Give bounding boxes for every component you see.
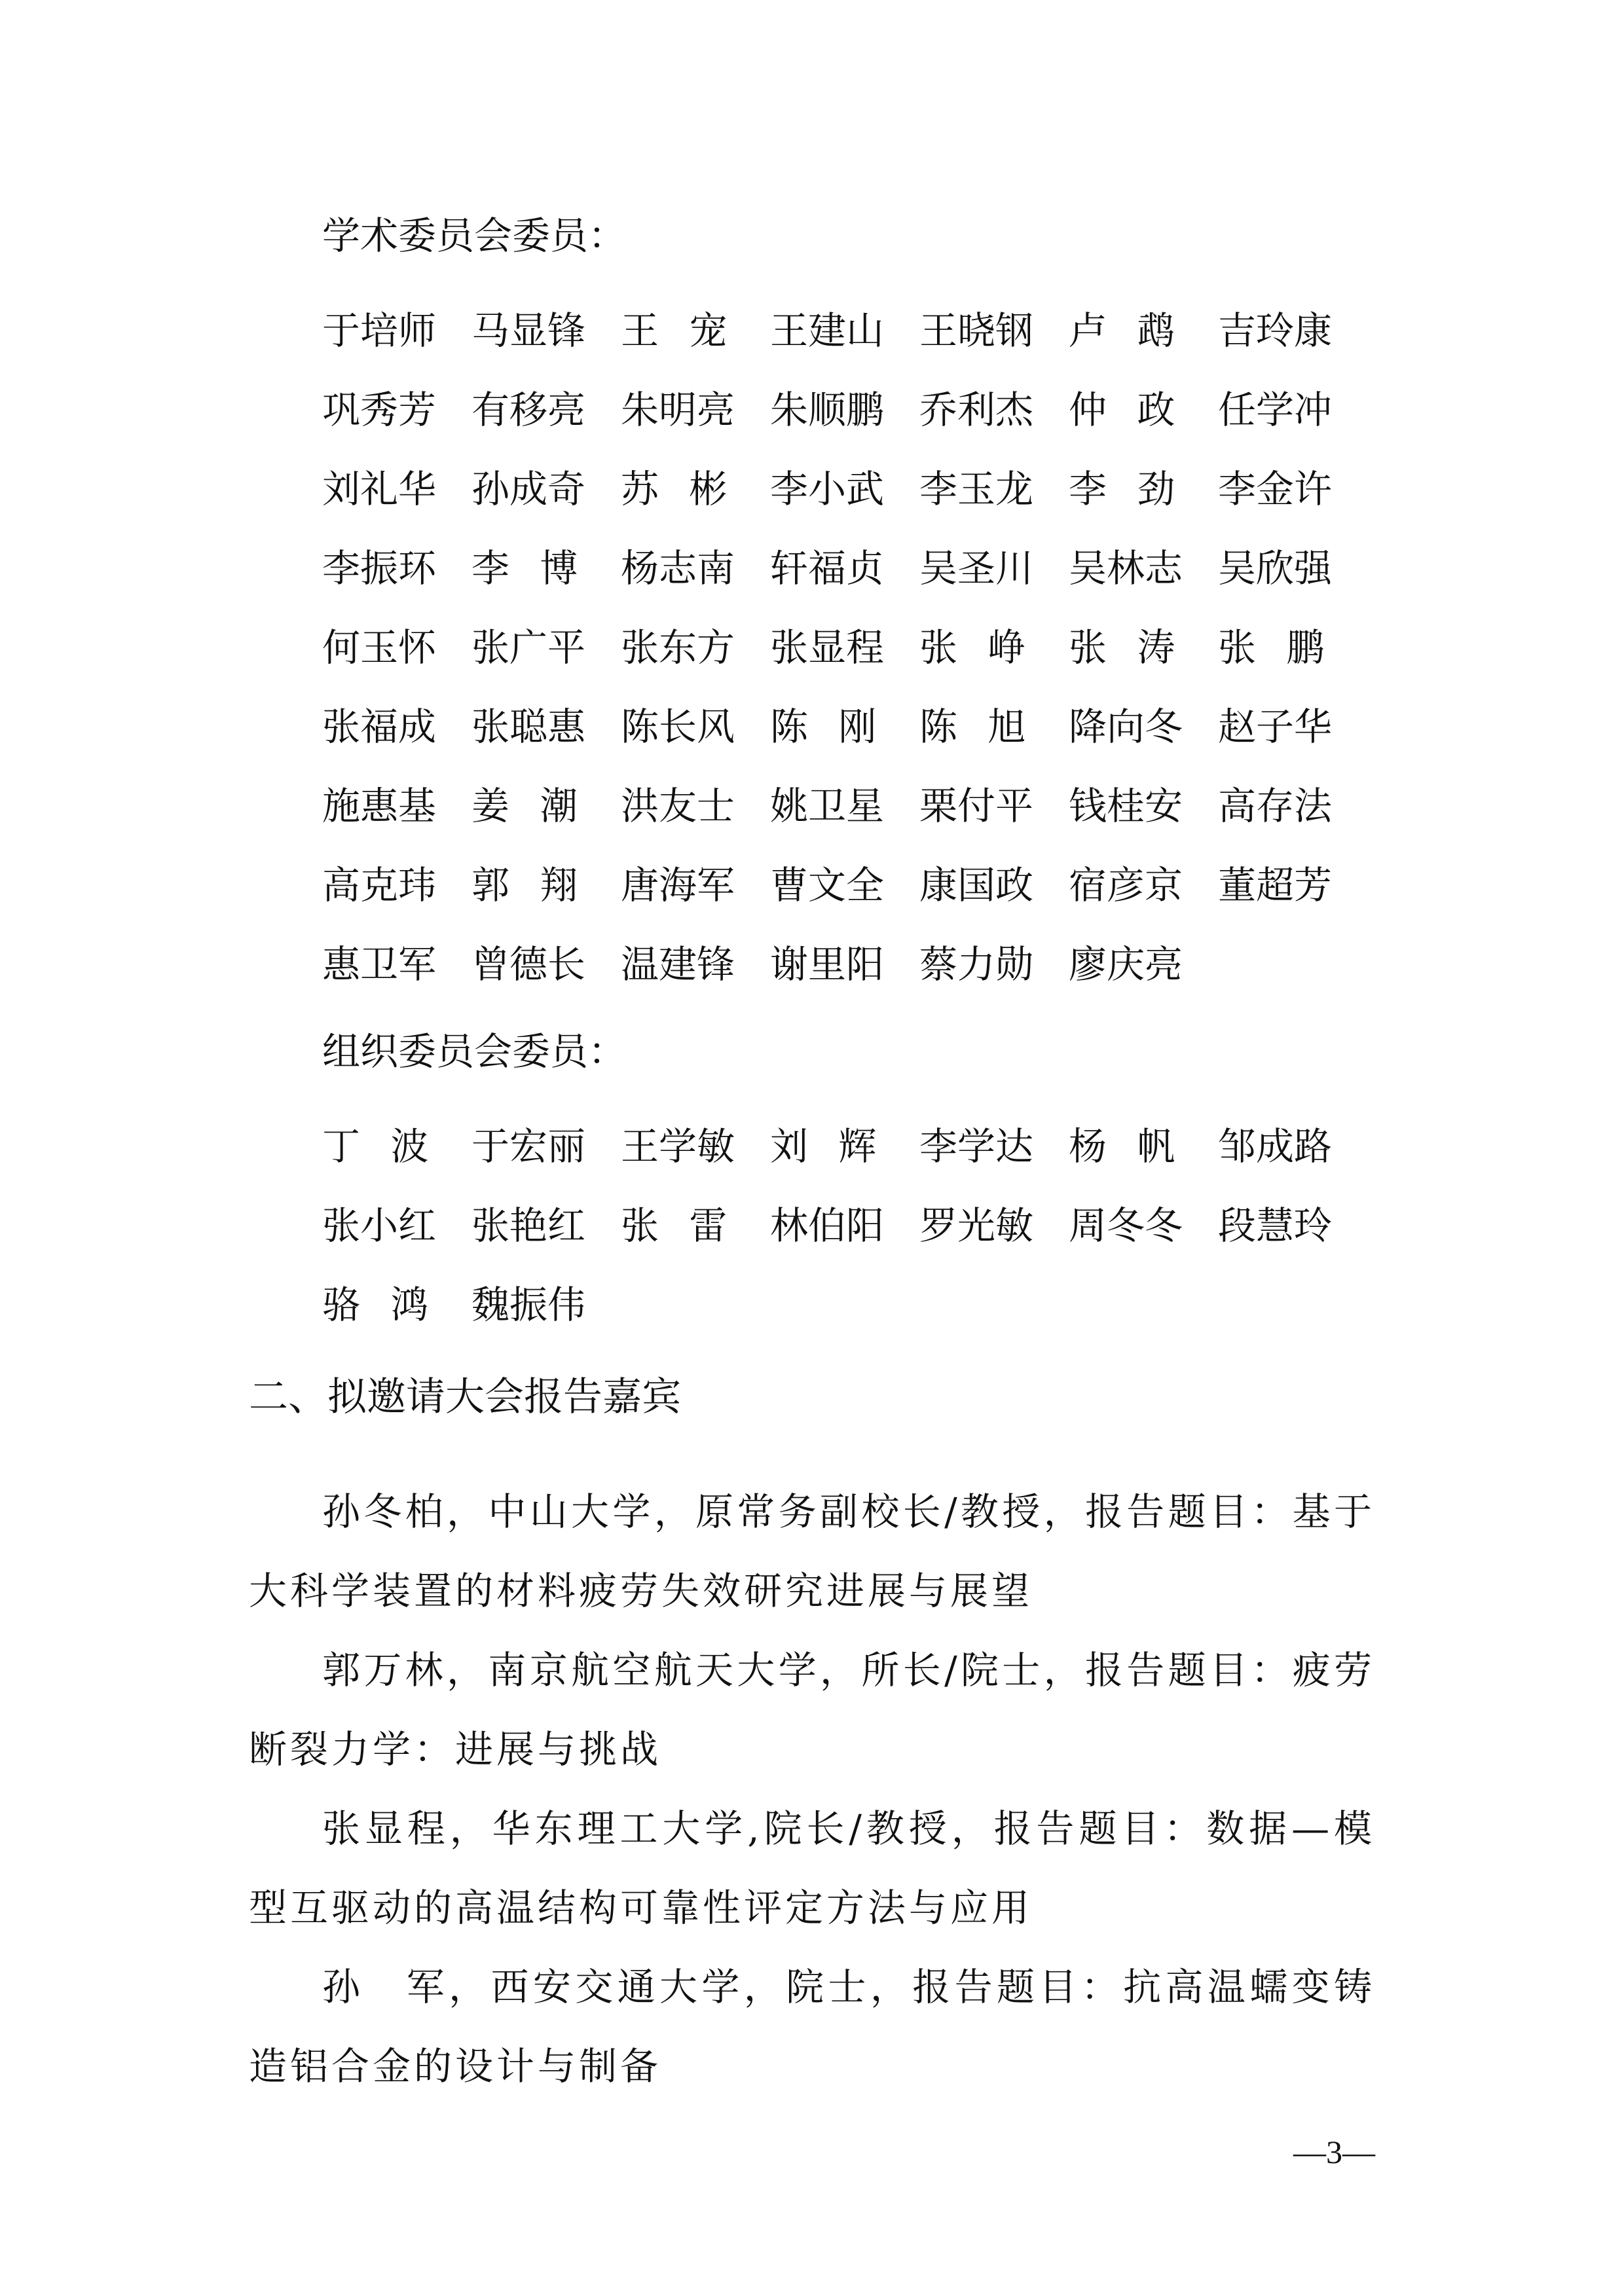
academic-committee-member: 马显锋 xyxy=(471,308,586,353)
academic-committee-members xyxy=(322,291,1367,1004)
academic-committee-member: 吉玲康 xyxy=(1218,308,1333,353)
academic-committee-member: 蔡力勋 xyxy=(919,941,1034,987)
academic-committee-member: 朱明亮 xyxy=(621,387,735,432)
academic-committee-member: 李金许 xyxy=(1218,466,1333,511)
academic-committee-member: 李玉龙 xyxy=(919,466,1034,511)
organizing-committee-member: 张 雷 xyxy=(621,1203,728,1248)
academic-committee-member: 廖庆亮 xyxy=(1069,941,1183,987)
academic-committee-member: 张 涛 xyxy=(1069,625,1175,670)
academic-committee-member: 宿彦京 xyxy=(1069,862,1183,907)
academic-committee-member: 栗付平 xyxy=(919,783,1034,828)
academic-committee-member: 董超芳 xyxy=(1218,862,1333,907)
academic-committee-member: 吴欣强 xyxy=(1218,545,1333,591)
academic-committee-member: 吴林志 xyxy=(1069,545,1183,591)
page-number: —3— xyxy=(1293,2134,1375,2170)
academic-committee-row xyxy=(322,608,1367,687)
academic-committee-member: 苏 彬 xyxy=(621,466,728,511)
academic-committee-member: 洪友士 xyxy=(621,783,735,828)
academic-committee-row xyxy=(322,291,1367,370)
academic-committee-member: 杨志南 xyxy=(621,545,735,591)
academic-committee-member: 王 宠 xyxy=(621,308,728,353)
organizing-committee-member: 李学达 xyxy=(919,1123,1034,1169)
academic-committee-member: 谢里阳 xyxy=(770,941,885,987)
academic-committee-row xyxy=(322,449,1367,528)
academic-committee-member: 赵子华 xyxy=(1218,704,1333,749)
organizing-committee-member: 张艳红 xyxy=(471,1203,586,1248)
speaker-entry: 孙 军，西安交通大学，院士，报告题目：抗高温蠕变铸造铝合金的设计与制备 xyxy=(249,1965,1375,2088)
organizing-committee-member: 罗光敏 xyxy=(919,1203,1034,1248)
invited-speakers-heading: 二、拟邀请大会报告嘉宾 xyxy=(249,1374,681,1420)
academic-committee-member: 张福成 xyxy=(322,704,437,749)
academic-committee-member: 王晓钢 xyxy=(919,308,1034,353)
speaker-entry: 孙冬柏，中山大学，原常务副校长/教授，报告题目：基于大科学装置的材料疲劳失效研究进展与展望 xyxy=(249,1489,1375,1613)
academic-committee-member: 任学冲 xyxy=(1218,387,1333,432)
academic-committee-member: 仲 政 xyxy=(1069,387,1175,432)
speaker-entry: 郭万林，南京航空航天大学，所长/院士，报告题目：疲劳断裂力学：进展与挑战 xyxy=(249,1648,1375,1772)
academic-committee-member: 孙成奇 xyxy=(471,466,586,511)
academic-committee-member: 有移亮 xyxy=(471,387,586,432)
organizing-committee-member: 于宏丽 xyxy=(471,1123,586,1169)
academic-committee-member: 轩福贞 xyxy=(770,545,885,591)
academic-committee-member: 巩秀芳 xyxy=(322,387,437,432)
organizing-committee-member: 段慧玲 xyxy=(1218,1203,1333,1248)
academic-committee-member: 高存法 xyxy=(1218,783,1333,828)
organizing-committee-row xyxy=(322,1265,1367,1344)
academic-committee-row xyxy=(322,687,1367,766)
academic-committee-member: 惠卫军 xyxy=(322,941,437,987)
academic-committee-member: 陈 刚 xyxy=(770,704,877,749)
academic-committee-member: 康国政 xyxy=(919,862,1034,907)
academic-committee-member: 唐海军 xyxy=(621,862,735,907)
academic-committee-member: 姜 潮 xyxy=(471,783,578,828)
academic-committee-member: 何玉怀 xyxy=(322,625,437,670)
organizing-committee-member: 刘 辉 xyxy=(770,1123,877,1169)
academic-committee-member: 张显程 xyxy=(770,625,885,670)
academic-committee-member: 朱顺鹏 xyxy=(770,387,885,432)
academic-committee-row xyxy=(322,924,1367,1004)
academic-committee-member: 陈 旭 xyxy=(919,704,1026,749)
academic-committee-member: 张聪惠 xyxy=(471,704,586,749)
organizing-committee-member: 魏振伟 xyxy=(471,1282,586,1327)
academic-committee-member: 温建锋 xyxy=(621,941,735,987)
speaker-entry: 张显程，华东理工大学,院长/教授，报告题目：数据—模型互驱动的高温结构可靠性评定方法与应用 xyxy=(249,1806,1375,1930)
academic-committee-row xyxy=(322,370,1367,449)
academic-committee-member: 张东方 xyxy=(621,625,735,670)
academic-committee-member: 曾德长 xyxy=(471,941,586,987)
academic-committee-heading: 学术委员会委员： xyxy=(322,213,627,258)
academic-committee-member: 曹文全 xyxy=(770,862,885,907)
organizing-committee-heading: 组织委员会委员： xyxy=(322,1029,627,1074)
organizing-committee-member: 骆 鸿 xyxy=(322,1282,429,1327)
organizing-committee-member: 杨 帆 xyxy=(1069,1123,1175,1169)
academic-committee-member: 卢 鹉 xyxy=(1069,308,1175,353)
academic-committee-member: 乔利杰 xyxy=(919,387,1034,432)
academic-committee-member: 高克玮 xyxy=(322,862,437,907)
organizing-committee-member: 王学敏 xyxy=(621,1123,735,1169)
academic-committee-row xyxy=(322,528,1367,608)
academic-committee-member: 李振环 xyxy=(322,545,437,591)
academic-committee-member: 刘礼华 xyxy=(322,466,437,511)
organizing-committee-members xyxy=(322,1106,1367,1344)
academic-committee-member: 王建山 xyxy=(770,308,885,353)
academic-committee-member: 吴圣川 xyxy=(919,545,1034,591)
academic-committee-row xyxy=(322,766,1367,845)
academic-committee-member: 钱桂安 xyxy=(1069,783,1183,828)
organizing-committee-member: 邹成路 xyxy=(1218,1123,1333,1169)
academic-committee-member: 于培师 xyxy=(322,308,437,353)
academic-committee-member: 李 博 xyxy=(471,545,578,591)
academic-committee-member: 郭 翔 xyxy=(471,862,578,907)
organizing-committee-member: 林伯阳 xyxy=(770,1203,885,1248)
academic-committee-member: 陈长风 xyxy=(621,704,735,749)
organizing-committee-row xyxy=(322,1186,1367,1265)
academic-committee-member: 李 劲 xyxy=(1069,466,1175,511)
invited-speakers-list xyxy=(249,1472,1375,2106)
organizing-committee-member: 张小红 xyxy=(322,1203,437,1248)
organizing-committee-member: 丁 波 xyxy=(322,1123,429,1169)
academic-committee-member: 李小武 xyxy=(770,466,885,511)
academic-committee-member: 降向冬 xyxy=(1069,704,1183,749)
academic-committee-member: 张 鹏 xyxy=(1218,625,1325,670)
academic-committee-member: 张 峥 xyxy=(919,625,1026,670)
academic-committee-row xyxy=(322,845,1367,924)
organizing-committee-row xyxy=(322,1106,1367,1186)
academic-committee-member: 张广平 xyxy=(471,625,586,670)
academic-committee-member: 姚卫星 xyxy=(770,783,885,828)
academic-committee-member: 施惠基 xyxy=(322,783,437,828)
organizing-committee-member: 周冬冬 xyxy=(1069,1203,1183,1248)
